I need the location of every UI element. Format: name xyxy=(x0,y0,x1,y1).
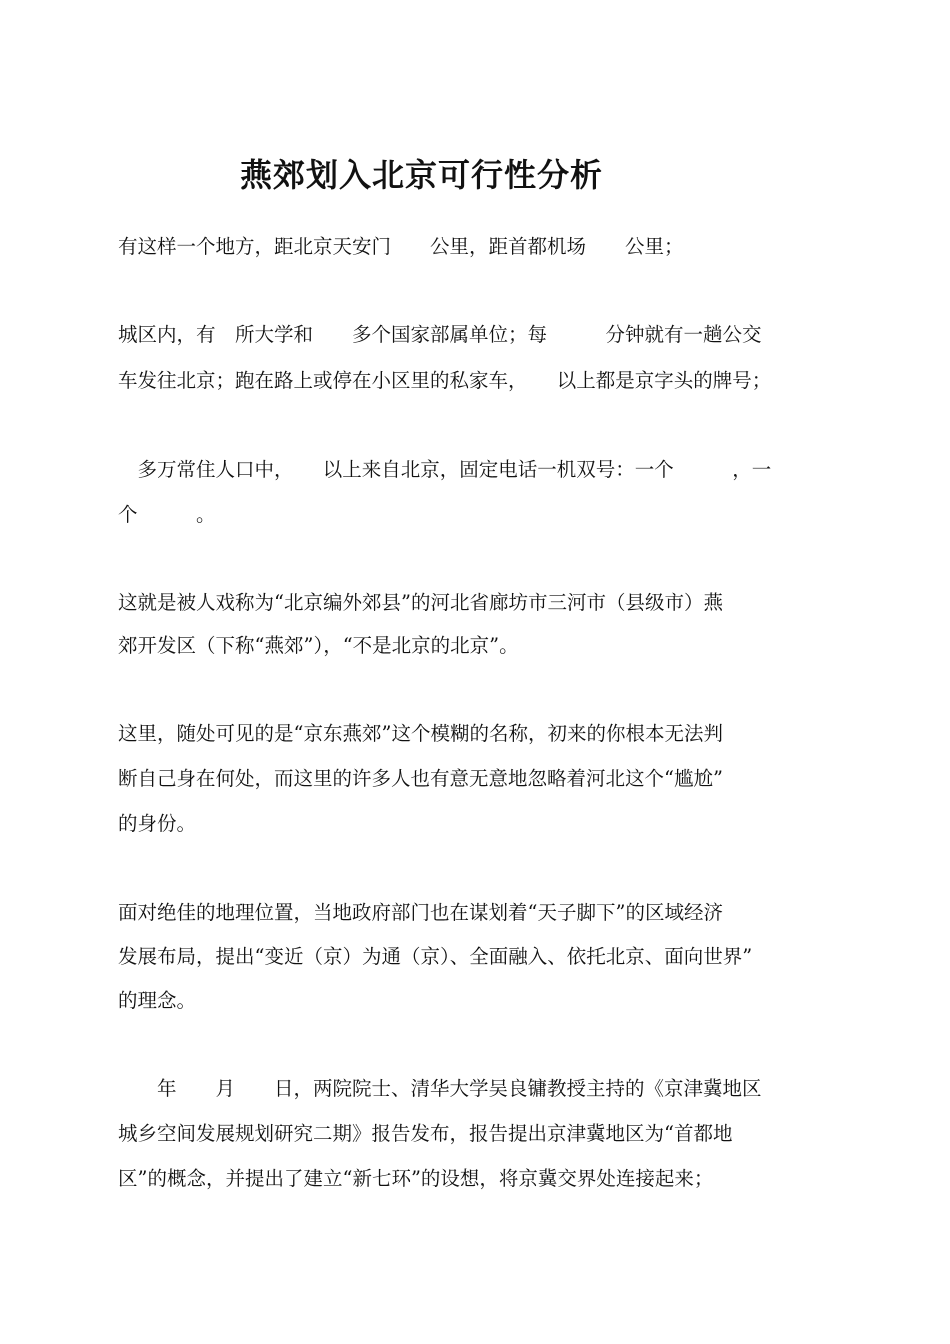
paragraph-line: 面对绝佳的地理位置，当地政府部门也在谋划着“天子脚下”的区域经济 xyxy=(118,901,723,924)
paragraph-line: 这里，随处可见的是“京东燕郊”这个模糊的名称，初来的你根本无法判 xyxy=(118,722,723,745)
document-title: 燕郊划入北京可行性分析 xyxy=(240,156,604,194)
paragraph-line: 个 。 xyxy=(118,503,216,526)
paragraph-line: 的理念。 xyxy=(118,989,197,1012)
paragraph-line: 城区内，有 所大学和 多个国家部属单位；每 分钟就有一趟公交 xyxy=(118,323,762,346)
paragraph-line: 多万常住人口中， 以上来自北京，固定电话一机双号：一个 ，一 xyxy=(118,458,772,481)
paragraph-line: 这就是被人戏称为“北京编外郊县”的河北省廊坊市三河市（县级市）燕 xyxy=(118,591,723,614)
paragraph-line: 车发往北京；跑在路上或停在小区里的私家车， 以上都是京字头的牌号； xyxy=(118,369,772,392)
paragraph-line: 发展布局，提出“变近（京）为通（京）、全面融入、依托北京、面向世界” xyxy=(118,945,753,968)
paragraph-line: 年 月 日，两院院士、清华大学吴良镛教授主持的《京津冀地区 xyxy=(118,1077,762,1100)
paragraph-line: 的身份。 xyxy=(118,812,197,835)
paragraph-line: 郊开发区（下称“燕郊”），“不是北京的北京”。 xyxy=(118,634,519,657)
paragraph-line: 有这样一个地方，距北京天安门 公里，距首都机场 公里； xyxy=(118,235,684,258)
paragraph-line: 断自己身在何处，而这里的许多人也有意无意地忽略着河北这个“尴尬” xyxy=(118,767,723,790)
paragraph-line: 城乡空间发展规划研究二期》报告发布，报告提出京津冀地区为“首都地 xyxy=(118,1122,733,1145)
paragraph-line: 区”的概念，并提出了建立“新七环”的设想，将京冀交界处连接起来； xyxy=(118,1167,714,1190)
